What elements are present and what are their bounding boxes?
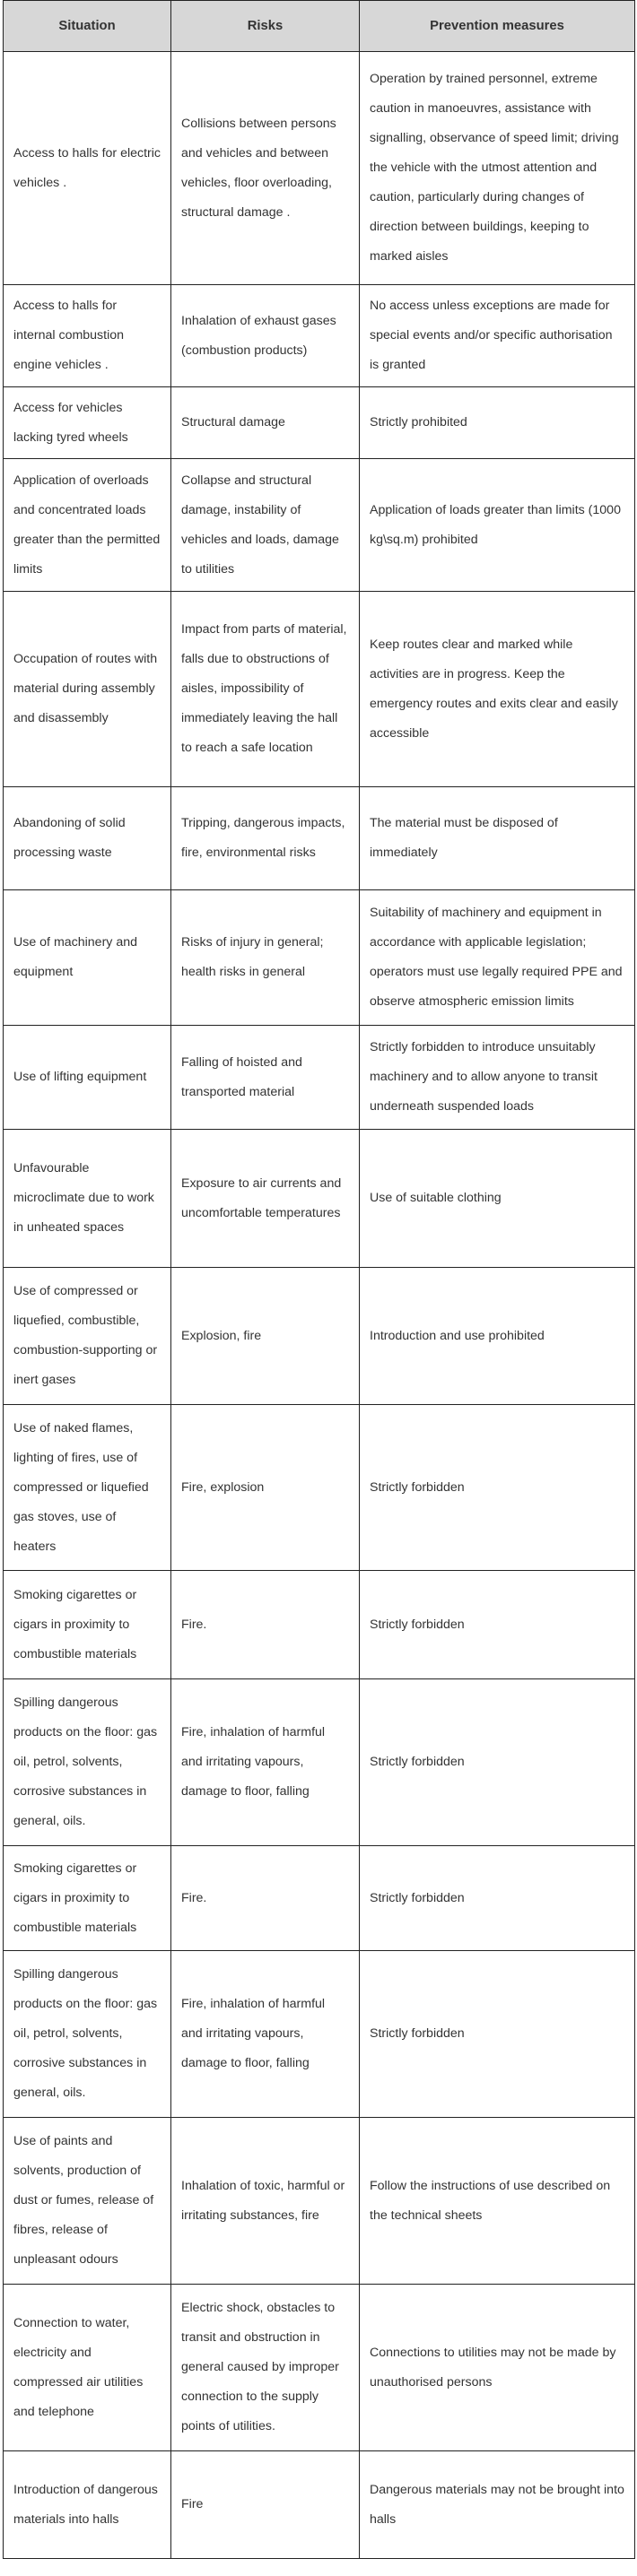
- table-row: [4, 2451, 635, 2559]
- table-row: [4, 1571, 635, 1679]
- situation-cell: Access to halls for internal combustion engine vehicles .: [4, 285, 171, 387]
- prevention-cell: Follow the instructions of use described on the technical sheets: [360, 2118, 635, 2285]
- prevention-cell: Use of suitable clothing: [360, 1130, 635, 1268]
- table-row: [4, 1846, 635, 1951]
- risks-cell: Inhalation of toxic, harmful or irritating substances, fire: [171, 2118, 360, 2285]
- prevention-cell: Strictly forbidden: [360, 1679, 635, 1846]
- prevention-cell: The material must be disposed of immediately: [360, 787, 635, 890]
- prevention-cell: No access unless exceptions are made for special events and/or specific authorisation is granted: [360, 285, 635, 387]
- risks-cell: Impact from parts of material, falls due to obstructions of aisles, impossibility of immediately leaving the hall to reach a safe location: [171, 592, 360, 787]
- prevention-cell: Keep routes clear and marked while activities are in progress. Keep the emergency routes and exits clear and easily accessible: [360, 592, 635, 787]
- situation-cell: Occupation of routes with material during assembly and disassembly: [4, 592, 171, 787]
- header-prevention-measures: Prevention measures: [360, 1, 635, 52]
- situation-cell: Use of naked flames, lighting of fires, use of compressed or liquefied gas stoves, use of heaters: [4, 1405, 171, 1571]
- table-row: [4, 890, 635, 1026]
- table-row: [4, 592, 635, 787]
- situation-cell: Spilling dangerous products on the floor: gas oil, petrol, solvents, corrosive substances in general, oils.: [4, 1951, 171, 2118]
- situation-cell: Connection to water, electricity and compressed air utilities and telephone: [4, 2285, 171, 2451]
- situation-cell: Access to halls for electric vehicles .: [4, 52, 171, 285]
- table-row: [4, 1405, 635, 1571]
- risks-cell: Tripping, dangerous impacts, fire, environmental risks: [171, 787, 360, 890]
- prevention-cell: Strictly forbidden: [360, 1951, 635, 2118]
- prevention-cell: Suitability of machinery and equipment in accordance with applicable legislation; operators must use legally required PPE and observe atmospheric emission limits: [360, 890, 635, 1026]
- header-row: [4, 1, 635, 52]
- risks-cell: Collisions between persons and vehicles and between vehicles, floor overloading, structural damage .: [171, 52, 360, 285]
- prevention-cell: Strictly forbidden: [360, 1846, 635, 1951]
- risks-cell: Fire, inhalation of harmful and irritating vapours, damage to floor, falling: [171, 1679, 360, 1846]
- header-risks: Risks: [171, 1, 360, 52]
- risk-assessment-table: [3, 0, 635, 2559]
- situation-cell: Introduction of dangerous materials into halls: [4, 2451, 171, 2559]
- table-row: [4, 787, 635, 890]
- prevention-cell: Application of loads greater than limits (1000 kg\sq.m) prohibited: [360, 459, 635, 592]
- prevention-cell: Dangerous materials may not be brought into halls: [360, 2451, 635, 2559]
- risks-cell: Fire.: [171, 1571, 360, 1679]
- header-situation: Situation: [4, 1, 171, 52]
- situation-cell: Unfavourable microclimate due to work in unheated spaces: [4, 1130, 171, 1268]
- table-row: [4, 2285, 635, 2451]
- table-row: [4, 52, 635, 285]
- prevention-cell: Strictly forbidden: [360, 1405, 635, 1571]
- risks-cell: Fire, explosion: [171, 1405, 360, 1571]
- prevention-cell: Operation by trained personnel, extreme caution in manoeuvres, assistance with signalling, observance of speed limit; driving the vehicle with the utmost attention and caution, particularly during changes of direction between buildings, keeping to marked aisles: [360, 52, 635, 285]
- table-row: [4, 1026, 635, 1130]
- situation-cell: Use of compressed or liquefied, combustible, combustion-supporting or inert gases: [4, 1268, 171, 1405]
- risks-cell: Fire.: [171, 1846, 360, 1951]
- situation-cell: Spilling dangerous products on the floor: gas oil, petrol, solvents, corrosive substances in general, oils.: [4, 1679, 171, 1846]
- risks-cell: Inhalation of exhaust gases (combustion products): [171, 285, 360, 387]
- table-row: [4, 1951, 635, 2118]
- situation-cell: Access for vehicles lacking tyred wheels: [4, 387, 171, 459]
- table-row: [4, 1679, 635, 1846]
- risks-cell: Structural damage: [171, 387, 360, 459]
- situation-cell: Use of machinery and equipment: [4, 890, 171, 1026]
- risks-cell: Fire: [171, 2451, 360, 2559]
- situation-cell: Smoking cigarettes or cigars in proximity to combustible materials: [4, 1571, 171, 1679]
- table-row: [4, 285, 635, 387]
- prevention-cell: Connections to utilities may not be made by unauthorised persons: [360, 2285, 635, 2451]
- situation-cell: Use of lifting equipment: [4, 1026, 171, 1130]
- risks-cell: Risks of injury in general; health risks in general: [171, 890, 360, 1026]
- situation-cell: Abandoning of solid processing waste: [4, 787, 171, 890]
- situation-cell: Use of paints and solvents, production of dust or fumes, release of fibres, release of unpleasant odours: [4, 2118, 171, 2285]
- risks-cell: Exposure to air currents and uncomfortable temperatures: [171, 1130, 360, 1268]
- risks-cell: Electric shock, obstacles to transit and obstruction in general caused by improper connection to the supply points of utilities.: [171, 2285, 360, 2451]
- table-row: [4, 459, 635, 592]
- table-header: [4, 1, 635, 52]
- situation-cell: Application of overloads and concentrated loads greater than the permitted limits: [4, 459, 171, 592]
- table-body: [4, 52, 635, 2559]
- prevention-cell: Strictly prohibited: [360, 387, 635, 459]
- table-row: [4, 1268, 635, 1405]
- prevention-cell: Introduction and use prohibited: [360, 1268, 635, 1405]
- risks-cell: Collapse and structural damage, instability of vehicles and loads, damage to utilities: [171, 459, 360, 592]
- table-row: [4, 1130, 635, 1268]
- table-row: [4, 2118, 635, 2285]
- situation-cell: Smoking cigarettes or cigars in proximity to combustible materials: [4, 1846, 171, 1951]
- prevention-cell: Strictly forbidden: [360, 1571, 635, 1679]
- risks-cell: Explosion, fire: [171, 1268, 360, 1405]
- prevention-cell: Strictly forbidden to introduce unsuitably machinery and to allow anyone to transit underneath suspended loads: [360, 1026, 635, 1130]
- risks-cell: Falling of hoisted and transported material: [171, 1026, 360, 1130]
- risks-cell: Fire, inhalation of harmful and irritating vapours, damage to floor, falling: [171, 1951, 360, 2118]
- table-row: [4, 387, 635, 459]
